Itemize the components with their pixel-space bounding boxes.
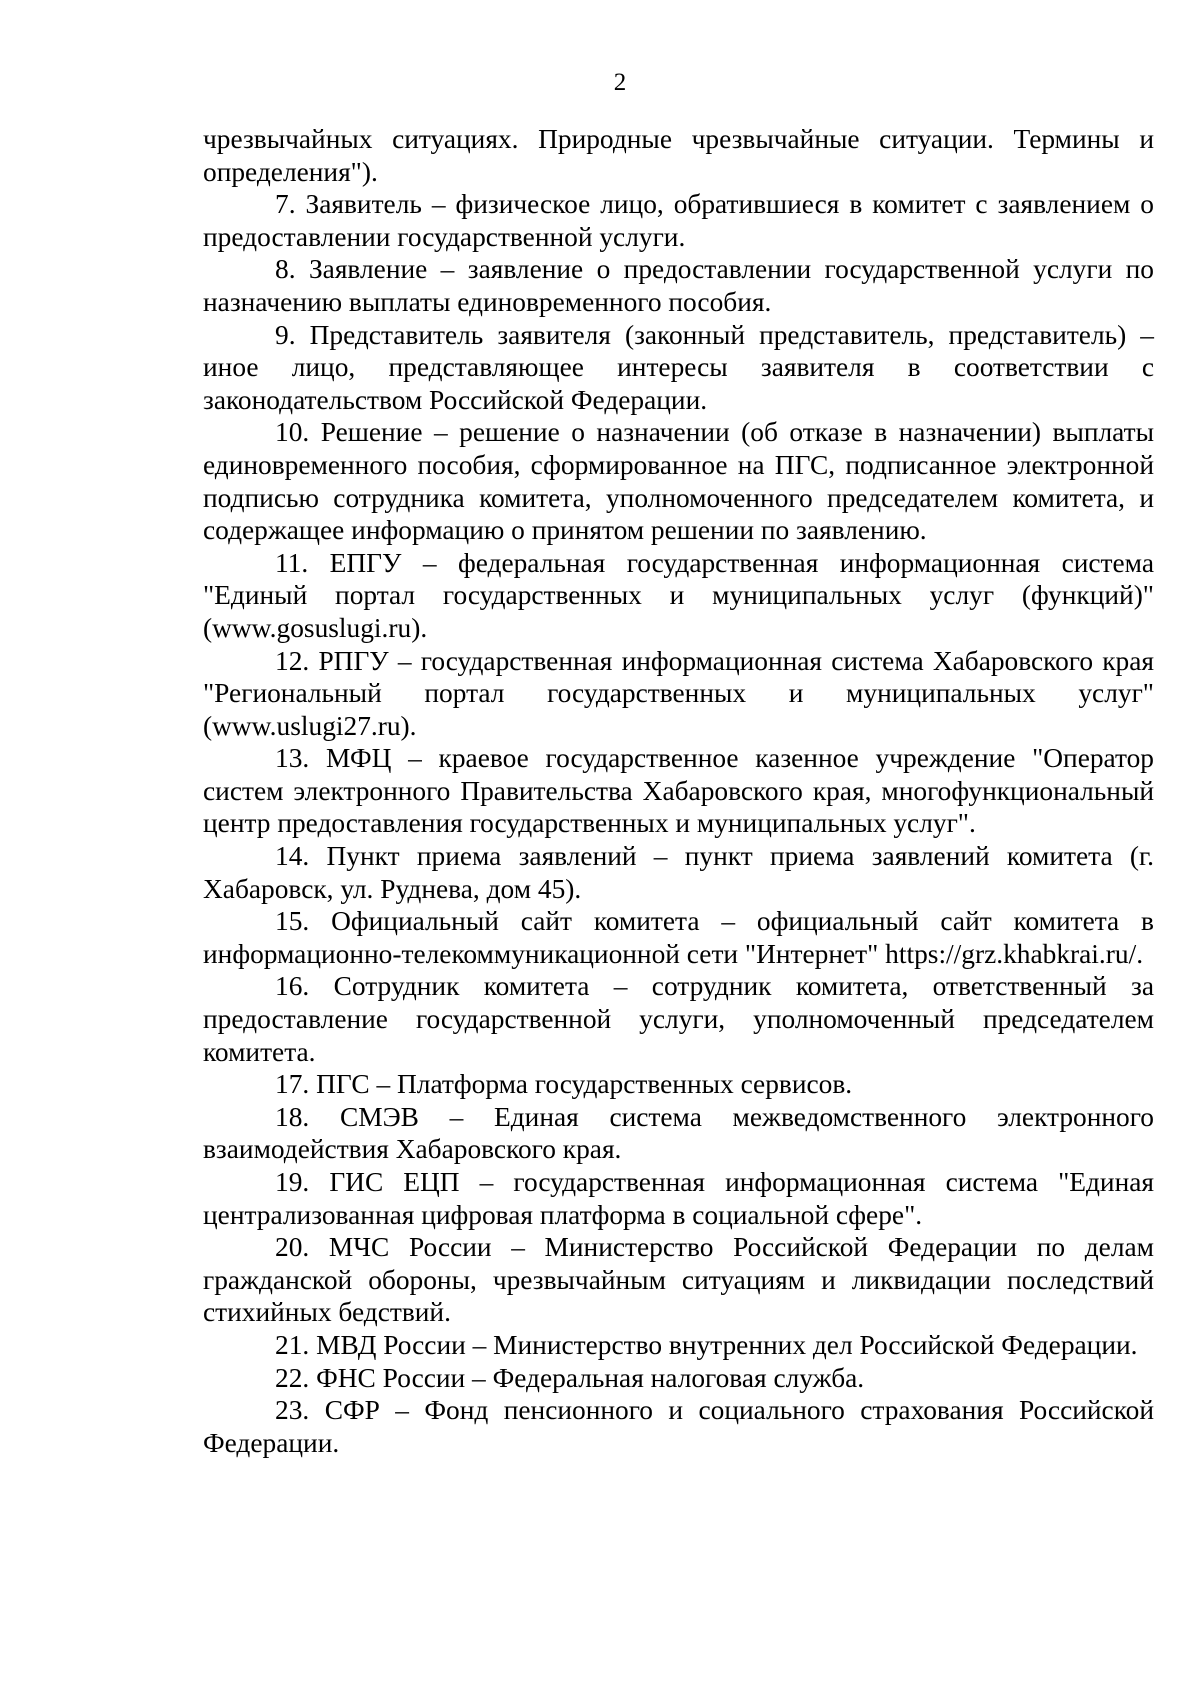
paragraph-number: 21.	[275, 1329, 310, 1360]
paragraph-number: 12.	[275, 645, 310, 676]
paragraph	[203, 1329, 1154, 1362]
paragraph	[203, 188, 1154, 253]
paragraph-text: ПГС – Платформа государственных сервисов.	[316, 1069, 853, 1100]
paragraph-number: 22.	[275, 1362, 310, 1393]
paragraph-text: РПГУ – государственная информационная система Хабаровского края "Региональный портал государственных и муниципальных услуг" (www.uslugi27.ru).	[203, 645, 1154, 741]
paragraph-number: 7.	[275, 189, 296, 220]
paragraph	[203, 253, 1154, 318]
paragraph-text: СФР – Фонд пенсионного и социального страхования Российской Федерации.	[203, 1395, 1154, 1458]
paragraph	[203, 840, 1154, 905]
paragraph	[203, 970, 1154, 1068]
paragraph-number: 17.	[275, 1069, 310, 1100]
paragraph-number: 16.	[275, 971, 310, 1002]
paragraph-text: Пункт приема заявлений – пункт приема заявлений комитета (г. Хабаровск, ул. Руднева, дом 45).	[203, 841, 1154, 904]
paragraph-text: ЕПГУ – федеральная государственная информационная система "Единый портал государственных и муниципальных услуг (функций)" (www.gosuslugi.ru).	[203, 547, 1154, 643]
paragraph-text: Представитель заявителя (законный представитель, представитель) – иное лицо, представляющее интересы заявителя в соответствии с законодательством Российской Федерации.	[203, 319, 1154, 415]
paragraph-text: МВД России – Министерство внутренних дел Российской Федерации.	[316, 1329, 1138, 1360]
document-body	[203, 123, 1154, 1459]
paragraph-number: 9.	[275, 319, 296, 350]
paragraph-number: 14.	[275, 841, 310, 872]
paragraph-number: 10.	[275, 417, 310, 448]
paragraph-number: 19.	[275, 1167, 310, 1197]
paragraph	[203, 547, 1154, 645]
paragraph-text: Заявление – заявление о предоставлении государственной услуги по назначению выплаты единовременного пособия.	[203, 254, 1154, 317]
paragraph	[203, 1394, 1154, 1459]
paragraph	[203, 1166, 1154, 1231]
paragraph	[203, 1362, 1154, 1395]
paragraph-number: 11.	[275, 547, 309, 578]
paragraph-number: 15.	[275, 906, 310, 937]
paragraph-text: МФЦ – краевое государственное казенное учреждение "Оператор систем электронного Правительства Хабаровского края, многофункциональный центр предоставления государственных и муниципальных услуг".	[203, 743, 1154, 839]
paragraph	[203, 416, 1154, 546]
paragraph	[203, 319, 1154, 417]
paragraph	[203, 1231, 1154, 1329]
paragraph-number: 13.	[275, 743, 310, 774]
paragraph	[203, 123, 1154, 188]
paragraph	[203, 742, 1154, 840]
paragraph-text: СМЭВ – Единая система межведомственного электронного взаимодействия Хабаровского края.	[203, 1101, 1154, 1165]
paragraph-number: 20.	[275, 1232, 310, 1263]
paragraph-text: Решение – решение о назначении (об отказе в назначении) выплаты единовременного пособия, сформированное на ПГС, подписанное электронной подписью сотрудника комитета, уполномоченного председателем комитета, и содержащее информацию о принятом решении по заявлению.	[203, 417, 1154, 546]
page-number: 2	[613, 69, 627, 96]
paragraph-text: ГИС ЕЦП – государственная информационная система "Единая централизованная цифровая платформа в социальной сфере".	[203, 1167, 1154, 1230]
paragraph-text: ФНС России – Федеральная налоговая служба.	[316, 1362, 865, 1393]
paragraph-text: Заявитель – физическое лицо, обратившиеся в комитет с заявлением о предоставлении государственной услуги.	[203, 189, 1154, 252]
paragraph-text: Сотрудник комитета – сотрудник комитета, ответственный за предоставление государственной услуги, уполномоченный председателем комитета.	[203, 971, 1154, 1067]
paragraph-number: 8.	[275, 254, 296, 285]
paragraph-number: 18.	[275, 1101, 310, 1132]
paragraph-text: Официальный сайт комитета – официальный сайт комитета в информационно-телекоммуникационной сети "Интернет" https://grz.khabkrai.ru/.	[203, 906, 1154, 969]
paragraph-text: чрезвычайных ситуациях. Природные чрезвычайные ситуации. Термины и определения").	[203, 124, 1154, 187]
paragraph	[203, 1068, 1154, 1101]
paragraph-text: МЧС России – Министерство Российской Федерации по делам гражданской обороны, чрезвычайным ситуациям и ликвидации последствий стихийных бедствий.	[203, 1232, 1154, 1328]
paragraph	[203, 645, 1154, 743]
paragraph	[203, 905, 1154, 970]
paragraph-number: 23.	[275, 1395, 310, 1426]
paragraph	[203, 1101, 1154, 1166]
